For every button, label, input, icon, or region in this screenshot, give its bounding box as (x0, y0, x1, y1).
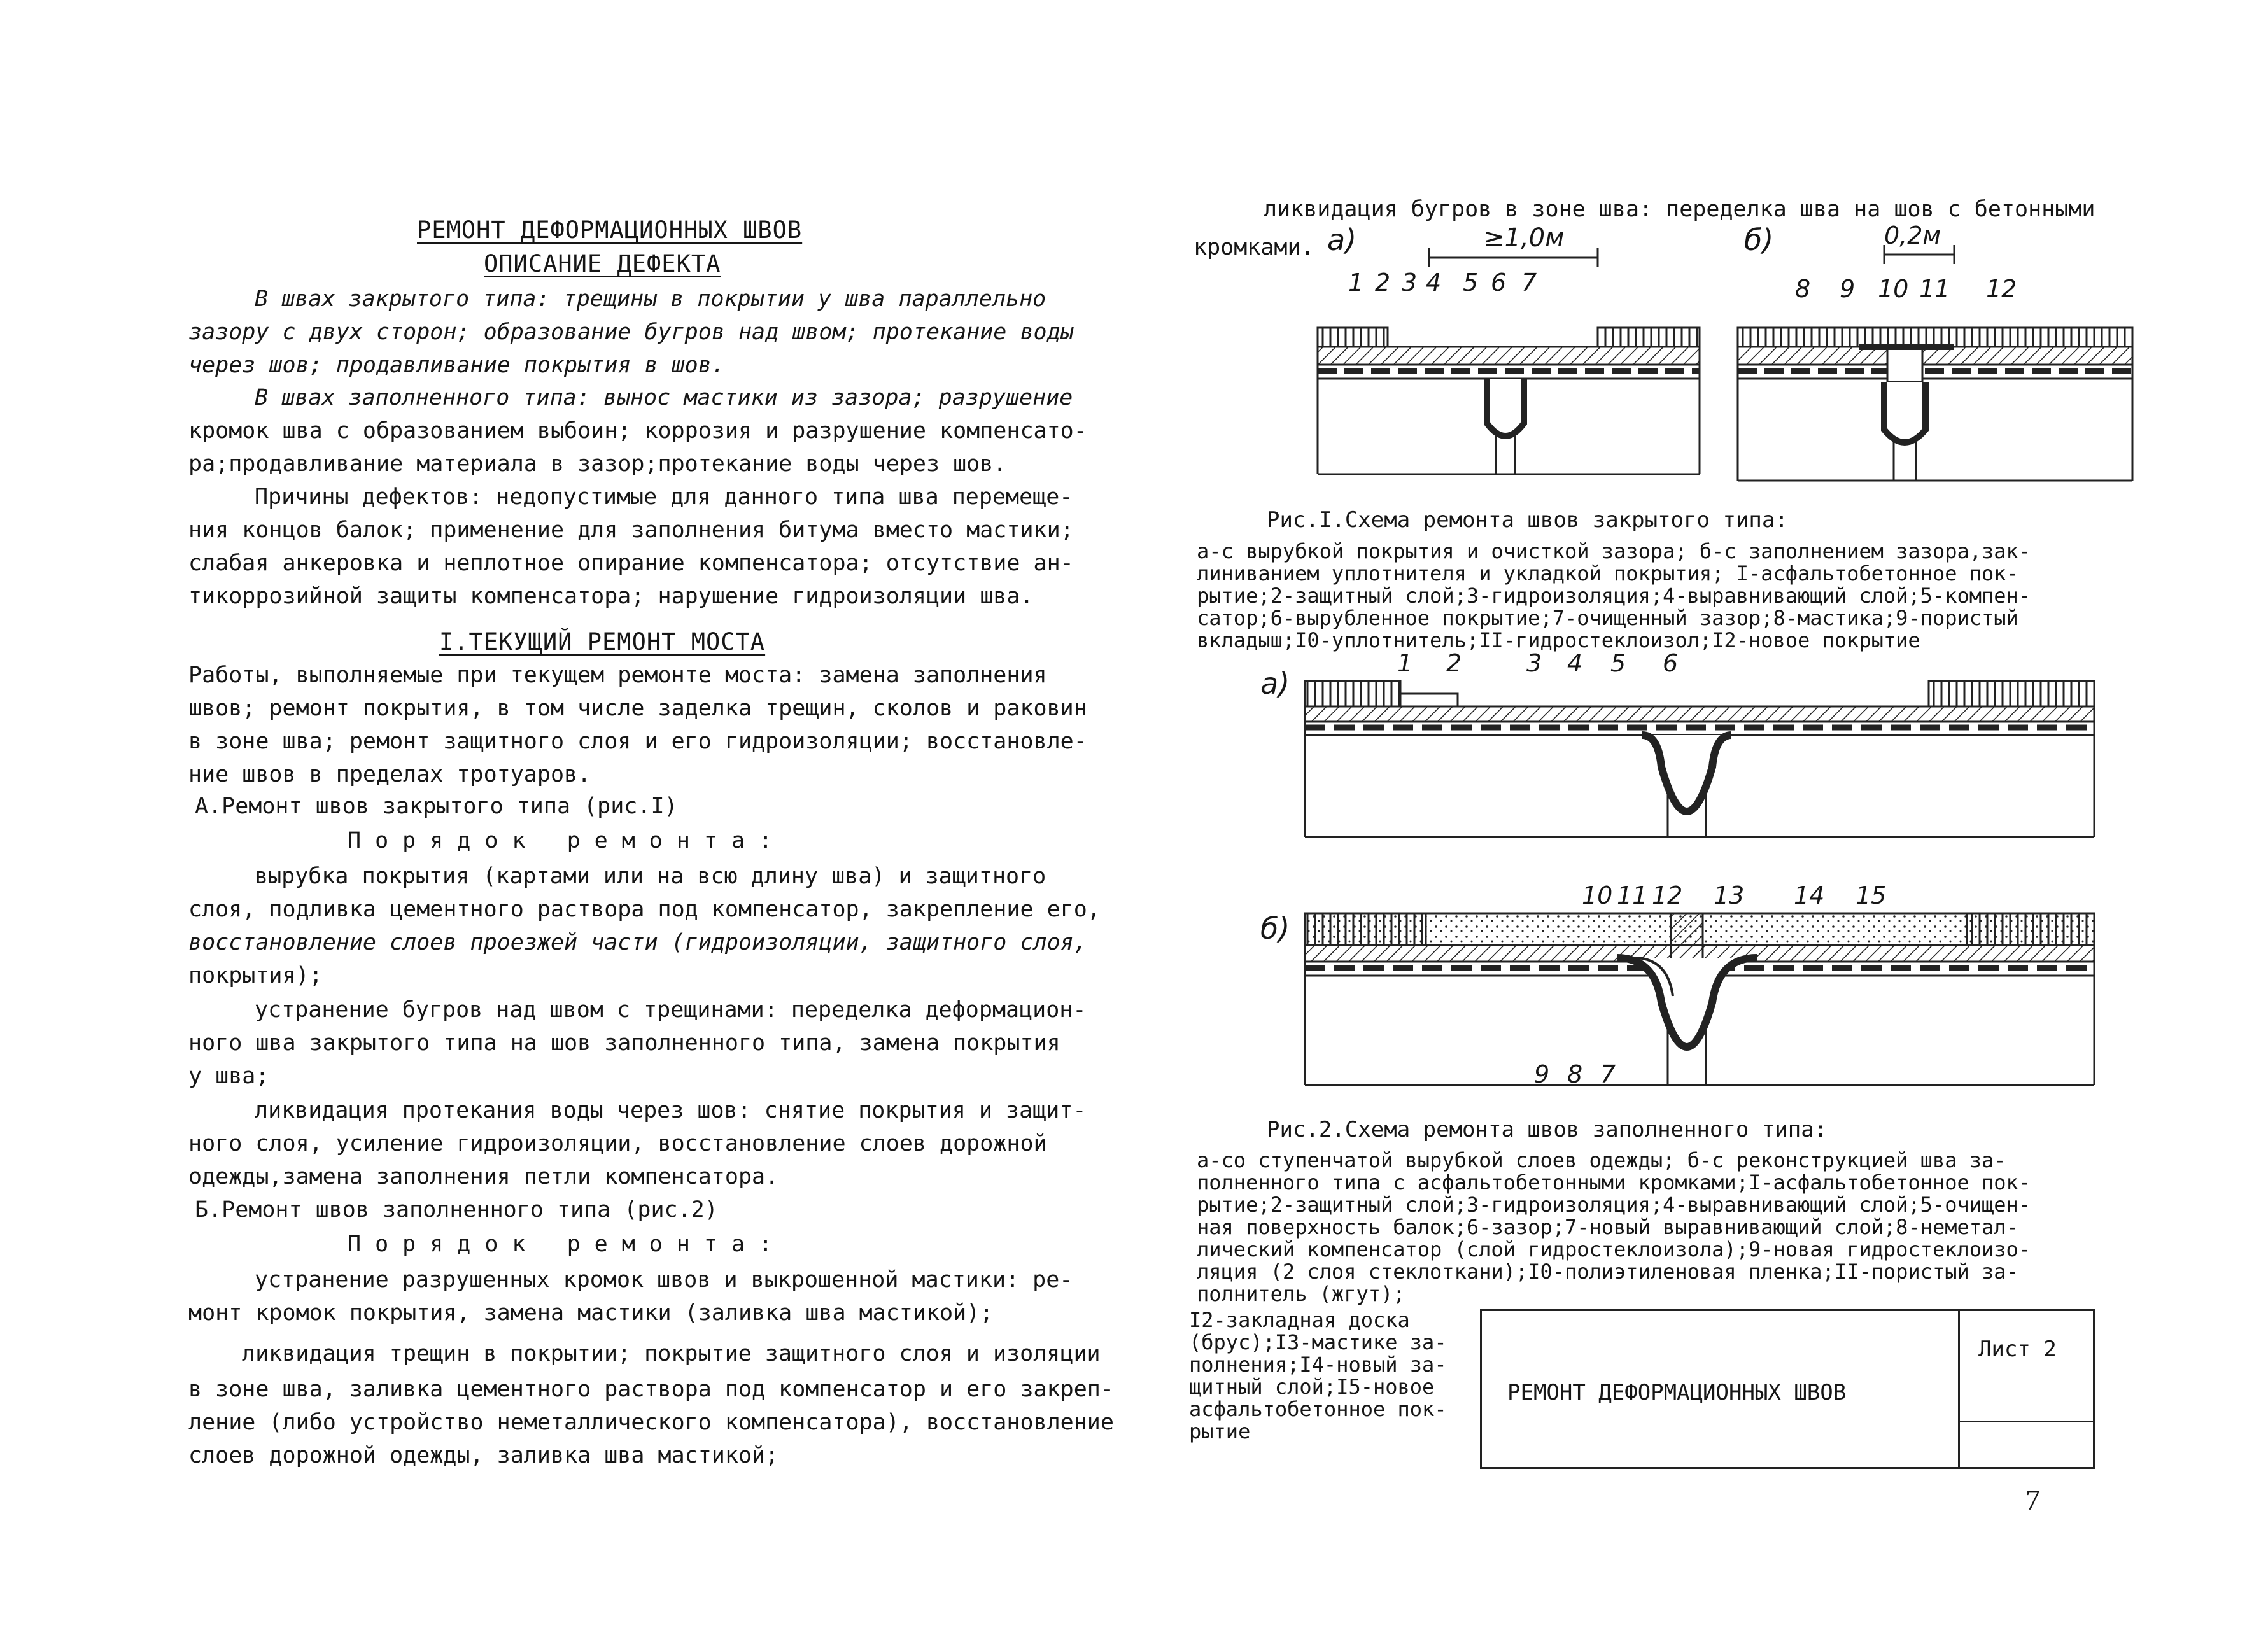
text-line: у шва; (188, 1063, 269, 1089)
text-line: слоя, подливка цементного раствора под компенсатор, закрепление его, (188, 897, 1101, 922)
section-heading-current-repair: I.ТЕКУЩИЙ РЕМОНТ МОСТА (439, 628, 766, 656)
text-line: ление (либо устройство неметаллического компенсатора), восстановление (188, 1410, 1114, 1435)
fig2-num: 5 (1610, 649, 1626, 677)
legend-line: рытие (1189, 1419, 1251, 1443)
subsection-a-heading: А.Ремонт швов закрытого типа (рис.I) (195, 794, 678, 819)
fig2-num: 6 (1663, 649, 1679, 677)
fig2-num: 4 (1567, 649, 1583, 677)
intro-line: кромками. (1194, 235, 1314, 260)
fig1-num: 11 (1919, 275, 1950, 303)
title-block-title: РЕМОНТ ДЕФОРМАЦИОННЫХ ШВОВ (1507, 1380, 1847, 1405)
fig1-num: 5 (1463, 269, 1479, 297)
fig1-num: 9 (1840, 275, 1856, 303)
legend-line: лический компенсатор (слой гидростеклоизола);9-новая гидростеклоизо- (1197, 1237, 2031, 1261)
fig1-dimension-b-text: 0,2м (1884, 221, 1941, 249)
legend-line: рытие;2-защитный слой;3-гидроизоляция;4-выравнивающий слой;5-очищен- (1197, 1193, 2031, 1217)
fig2-label-a: а) (1260, 666, 1290, 701)
fig1-num: 7 (1521, 269, 1537, 297)
fig1-part-b (1738, 328, 2132, 481)
text-line: восстановление слоев проезжей части (гидроизоляции, защитного слоя, (188, 930, 1087, 955)
figure-2-caption: Рис.2.Схема ремонта швов заполненного типа: (1267, 1117, 1828, 1142)
legend-line: а-со ступенчатой вырубкой слоев одежды; б-с реконструкцией шва за- (1197, 1148, 2006, 1172)
title-block-divider (1958, 1421, 2093, 1422)
text-line: Работы, выполняемые при текущем ремонте моста: замена заполнения (188, 663, 1047, 688)
fig2-part-b (1305, 913, 2094, 1085)
fig2-num: 14 (1794, 881, 1825, 909)
legend-line: полненного типа с асфальтобетонными кромками;I-асфальтобетонное пок- (1197, 1170, 2031, 1195)
text-line: ликвидация трещин в покрытии; покрытие защитного слоя и изоляции (242, 1341, 1101, 1366)
fig1-num: 3 (1402, 269, 1418, 297)
fig2-numbers-b-top (1582, 881, 1886, 909)
text-line: тикоррозийной защиты компенсатора; нарушение гидроизоляции шва. (188, 584, 1034, 609)
text-line: ного слоя, усиление гидроизоляции, восстановление слоев дорожной (188, 1131, 1047, 1156)
fig2-num: 3 (1526, 649, 1542, 677)
fig1-label-b: б) (1744, 223, 1774, 257)
fig1-label-a: а) (1327, 223, 1357, 257)
fig1-num: 1 (1348, 269, 1364, 297)
legend-line: ляция (2 слоя стеклоткани);I0-полиэтиленовая пленка;II-пористый за- (1197, 1260, 2018, 1284)
text-line: В швах закрытого типа: трещины в покрытии у шва параллельно (255, 286, 1046, 312)
legend-line: ная поверхность балок;6-зазор;7-новый выравнивающий слой;8-неметал- (1197, 1215, 2018, 1239)
text-line: В швах заполненного типа: вынос мастики из зазора; разрушение (255, 385, 1073, 411)
document-title: РЕМОНТ ДЕФОРМАЦИОННЫХ ШВОВ (417, 216, 803, 244)
title-block-divider (1958, 1311, 1960, 1467)
text-line: зазору с двух сторон; образование бугров над швом; протекание воды (188, 319, 1074, 345)
fig1-numbers-b (1795, 275, 2017, 303)
legend-line: рытие;2-защитный слой;3-гидроизоляция;4-выравнивающий слой;5-компен- (1197, 584, 2031, 608)
text-line: одежды,замена заполнения петли компенсатора. (188, 1164, 779, 1189)
fig1-num: 2 (1375, 269, 1391, 297)
text-line: швов; ремонт покрытия, в том числе заделка трещин, сколов и раковин (188, 696, 1087, 721)
title-block (1480, 1309, 2095, 1469)
legend-line: а-с вырубкой покрытия и очисткой зазора; б-с заполнением зазора,зак- (1197, 539, 2031, 563)
text-line: через шов; продавливание покрытия в шов. (188, 353, 725, 378)
order-heading-a: Порядок ремонта: (348, 828, 787, 853)
intro-line: ликвидация бугров в зоне шва: переделка шва на шов с бетонными (1264, 197, 2095, 222)
text-line: кромок шва с образованием выбоин; коррозия и разрушение компенсато- (188, 418, 1087, 444)
text-line: вырубка покрытия (картами или на всю длину шва) и защитного (255, 864, 1046, 889)
legend-line: полнитель (жгут); (1197, 1282, 1405, 1306)
fig2-numbers-a (1397, 649, 1678, 677)
fig1-num: 12 (1986, 275, 2017, 303)
fig2-num: 10 (1582, 881, 1613, 909)
order-heading-b: Порядок ремонта: (348, 1232, 787, 1257)
text-line: в зоне шва, заливка цементного раствора под компенсатор и его закреп- (188, 1377, 1114, 1402)
text-line: устранение бугров над швом с трещинами: переделка деформацион- (255, 997, 1087, 1023)
fig2-num: 15 (1856, 881, 1887, 909)
text-line: ликвидация протекания воды через шов: снятие покрытия и защит- (255, 1098, 1087, 1123)
fig1-part-a (1318, 328, 1700, 474)
fig1-numbers-a (1348, 269, 1537, 297)
fig2-num: 9 (1534, 1060, 1550, 1088)
fig1-num: 8 (1795, 275, 1811, 303)
text-line: ного шва закрытого типа на шов заполненного типа, замена покрытия (188, 1030, 1060, 1056)
title-block-sheet: Лист 2 (1978, 1337, 2057, 1362)
document-subtitle: ОПИСАНИЕ ДЕФЕКТА (484, 250, 721, 277)
page-number: 7 (2025, 1484, 2040, 1516)
fig2-label-b: б) (1260, 911, 1290, 946)
fig2-num: 2 (1446, 649, 1462, 677)
text-line: устранение разрушенных кромок швов и выкрошенной мастики: ре- (255, 1267, 1073, 1293)
fig2-num: 12 (1652, 881, 1683, 909)
text-line: монт кромок покрытия, замена мастики (заливка шва мастикой); (188, 1300, 994, 1326)
legend-line: (брус);I3-мастике за- (1189, 1330, 1447, 1354)
figure-1-caption: Рис.I.Схема ремонта швов закрытого типа: (1267, 507, 1788, 533)
legend-line: линиванием уплотнителя и укладкой покрытия; I-асфальтобетонное пок- (1197, 561, 2018, 586)
fig2-numbers-b-bottom (1534, 1060, 1616, 1088)
text-line: слоев дорожной одежды, заливка шва мастикой; (188, 1443, 779, 1468)
fig1-num: 4 (1426, 269, 1442, 297)
text-line: ра;продавливание материала в зазор;протекание воды через шов. (188, 451, 1007, 477)
fig2-num: 13 (1714, 881, 1745, 909)
text-line: в зоне шва; ремонт защитного слоя и его гидроизоляции; восстановле- (188, 729, 1087, 754)
fig2-num: 8 (1567, 1060, 1583, 1088)
figure-1-diagram (1299, 220, 2177, 493)
figure-2-diagram (1260, 649, 2158, 1104)
fig1-dimension-a-text: ≥1,0м (1483, 223, 1565, 253)
text-line: ние швов в пределах тротуаров. (188, 762, 591, 787)
text-line: слабая анкеровка и неплотное опирание компенсатора; отсутствие ан- (188, 551, 1074, 576)
legend-line: асфальтобетонное пок- (1189, 1397, 1447, 1421)
legend-line: полнения;I4-новый за- (1189, 1352, 1447, 1377)
fig1-num: 6 (1491, 269, 1507, 297)
text-line: покрытия); (188, 963, 323, 988)
fig2-num: 1 (1397, 649, 1413, 677)
legend-line: вкладыш;I0-уплотнитель;II-гидростеклоизол;I2-новое покрытие (1197, 628, 1920, 652)
fig2-num: 11 (1617, 881, 1648, 909)
subsection-b-heading: Б.Ремонт швов заполненного типа (рис.2) (195, 1197, 718, 1223)
legend-line: сатор;6-вырубленное покрытие;7-очищенный зазор;8-мастика;9-пористый (1197, 606, 2018, 630)
legend-line: щитный слой;I5-новое (1189, 1375, 1435, 1399)
text-line: ния концов балок; применение для заполнения битума вместо мастики; (188, 517, 1074, 543)
fig2-num: 7 (1600, 1060, 1616, 1088)
fig2-part-a (1305, 681, 2094, 837)
text-line: Причины дефектов: недопустимые для данного типа шва перемеще- (255, 484, 1073, 510)
fig1-num: 10 (1878, 275, 1909, 303)
legend-line: I2-закладная доска (1189, 1308, 1410, 1332)
